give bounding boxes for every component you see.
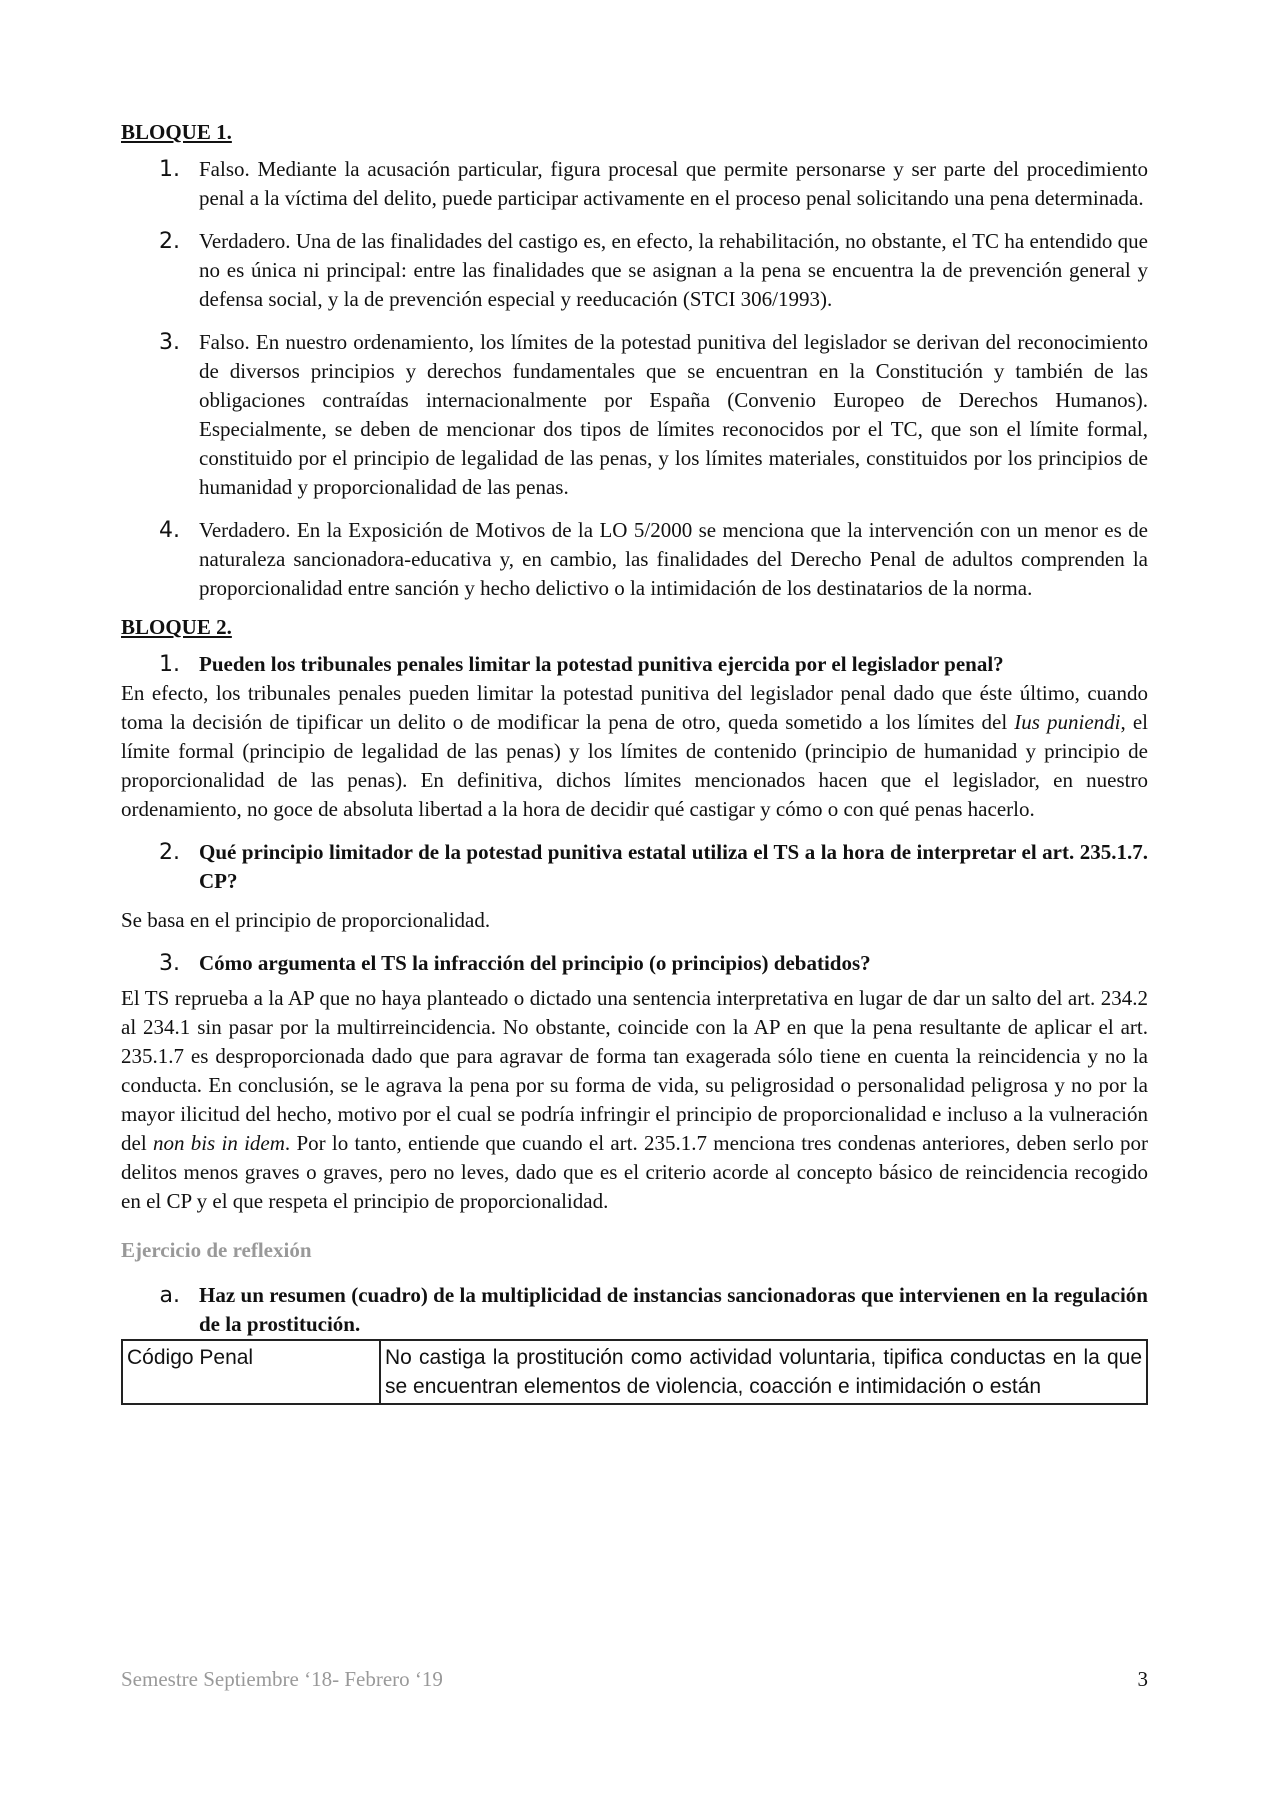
item-text: Falso. Mediante la acusación particular, figura procesal que permite personarse y ser parte del procedimiento penal a la víctima del delito, puede participar activamente en el proceso penal solicitando una pena determinada. bbox=[199, 157, 1148, 210]
bloque2-question bbox=[121, 949, 1148, 978]
bloque1-item bbox=[121, 227, 1148, 314]
bloque2-question bbox=[121, 838, 1148, 896]
question-number: 3. bbox=[159, 951, 180, 976]
answer-italic: non bis in idem bbox=[152, 1131, 285, 1155]
question-number: 2. bbox=[159, 840, 180, 865]
item-text: Verdadero. Una de las finalidades del castigo es, en efecto, la rehabilitación, no obstante, el TC ha entendido que no es única ni principal: entre las finalidades que se asignan a la pena se encuentra la de prevención general y defensa social, y la de prevención especial y reeducación (STCI 306/1993). bbox=[199, 229, 1148, 311]
summary-table bbox=[121, 1339, 1148, 1405]
bloque2-title: BLOQUE 2. bbox=[121, 615, 232, 639]
reflexion-heading: Ejercicio de reflexión bbox=[121, 1238, 312, 1262]
question-text: Qué principio limitador de la potestad punitiva estatal utiliza el TS a la hora de interpretar el art. 235.1.7. CP? bbox=[199, 840, 1148, 893]
page-footer bbox=[121, 1667, 1148, 1692]
bloque1-item bbox=[121, 516, 1148, 603]
bloque1-item bbox=[121, 155, 1148, 213]
answer-text: El TS reprueba a la AP que no haya planteado o dictado una sentencia interpretativa en lugar de dar un salto del art. 234.2 al 234.1 sin pasar por la multirreincidencia. No obstante, coincide con la AP en que la pena resultante de aplicar el art. 235.1.7 es desproporcionada dado que para agravar de forma tan exagerada sólo tiene en cuenta la reincidencia y no la conducta. En conclusión, se le agrava la pena por su forma de vida, su peligrosidad o personalidad peligrosa y no por la mayor ilicitud del hecho, motivo por el cual se podría infringir el principio de proporcionalidad e incluso a la vulneración del bbox=[121, 986, 1148, 1155]
bloque1-title: BLOQUE 1. bbox=[121, 120, 232, 144]
item-number: 1. bbox=[159, 157, 180, 182]
answer-text: En efecto, los tribunales penales pueden limitar la potestad punitiva del legislador penal dado que éste último, cuando toma la decisión de tipificar un delito o de modificar la pena de otro, queda sometido a los límites del bbox=[121, 681, 1148, 734]
document-page bbox=[121, 118, 1148, 1405]
bloque2-question bbox=[121, 650, 1148, 679]
table-row bbox=[122, 1340, 1147, 1404]
item-number: 4. bbox=[159, 518, 180, 543]
question-text: Pueden los tribunales penales limitar la potestad punitiva ejercida por el legislador penal? bbox=[199, 652, 1004, 676]
reflexion-question bbox=[121, 1281, 1148, 1339]
question-letter: a. bbox=[159, 1283, 180, 1308]
answer-paragraph bbox=[121, 984, 1148, 1216]
question-number: 1. bbox=[159, 652, 180, 677]
answer-text: , el límite formal (principio de legalidad de las penas) y los límites de contenido (principio de humanidad y principio de proporcionalidad de las penas). En definitiva, dichos límites mencionados hacen que el legislador, en nuestro ordenamiento, no goce de absoluta libertad a la hora de decidir qué castigar y cómo o con qué penas hacerlo. bbox=[121, 710, 1149, 821]
table-cell-description: No castiga la prostitución como actividad voluntaria, tipifica conductas en la que se encuentran elementos de violencia, coacción e intimidación o están bbox=[380, 1340, 1147, 1404]
item-text: Verdadero. En la Exposición de Motivos de la LO 5/2000 se menciona que la intervención con un menor es de naturaleza sancionadora-educativa y, en cambio, las finalidades del Derecho Penal de adultos comprenden la proporcionalidad entre sanción y hecho delictivo o la intimidación de los destinatarios de la norma. bbox=[199, 518, 1148, 600]
bloque1-item bbox=[121, 328, 1148, 502]
question-text: Cómo argumenta el TS la infracción del principio (o principios) debatidos? bbox=[199, 951, 871, 975]
answer-paragraph bbox=[121, 679, 1148, 824]
item-number: 2. bbox=[159, 229, 180, 254]
answer-paragraph: Se basa en el principio de proporcionalidad. bbox=[121, 908, 491, 932]
item-text: Falso. En nuestro ordenamiento, los límites de la potestad punitiva del legislador se derivan del reconocimiento de diversos principios y derechos fundamentales que se encuentran en la Constitución y también de las obligaciones contraídas internacionalmente por España (Convenio Europeo de Derechos Humanos). Especialmente, se deben de mencionar dos tipos de límites reconocidos por el TC, que son el límite formal, constituido por el principio de legalidad de las penas, y los límites materiales, constituidos por los principios de humanidad y proporcionalidad de las penas. bbox=[199, 330, 1148, 499]
page-number: 3 bbox=[1137, 1667, 1148, 1691]
table-cell-label: Código Penal bbox=[122, 1340, 380, 1404]
item-number: 3. bbox=[159, 330, 180, 355]
answer-italic: Ius puniendi bbox=[1014, 710, 1121, 734]
footer-semester: Semestre Septiembre ‘18- Febrero ‘19 bbox=[121, 1667, 443, 1691]
answer-text: . Por lo tanto, entiende que cuando el art. 235.1.7 menciona tres condenas anteriores, deben serlo por delitos menos graves o graves, pero no leves, dado que es el criterio acorde al concepto básico de reincidencia recogido en el CP y el que respeta el principio de proporcionalidad. bbox=[121, 1131, 1148, 1213]
question-text: Haz un resumen (cuadro) de la multiplicidad de instancias sancionadoras que intervienen en la regulación de la prostitución. bbox=[199, 1283, 1148, 1336]
